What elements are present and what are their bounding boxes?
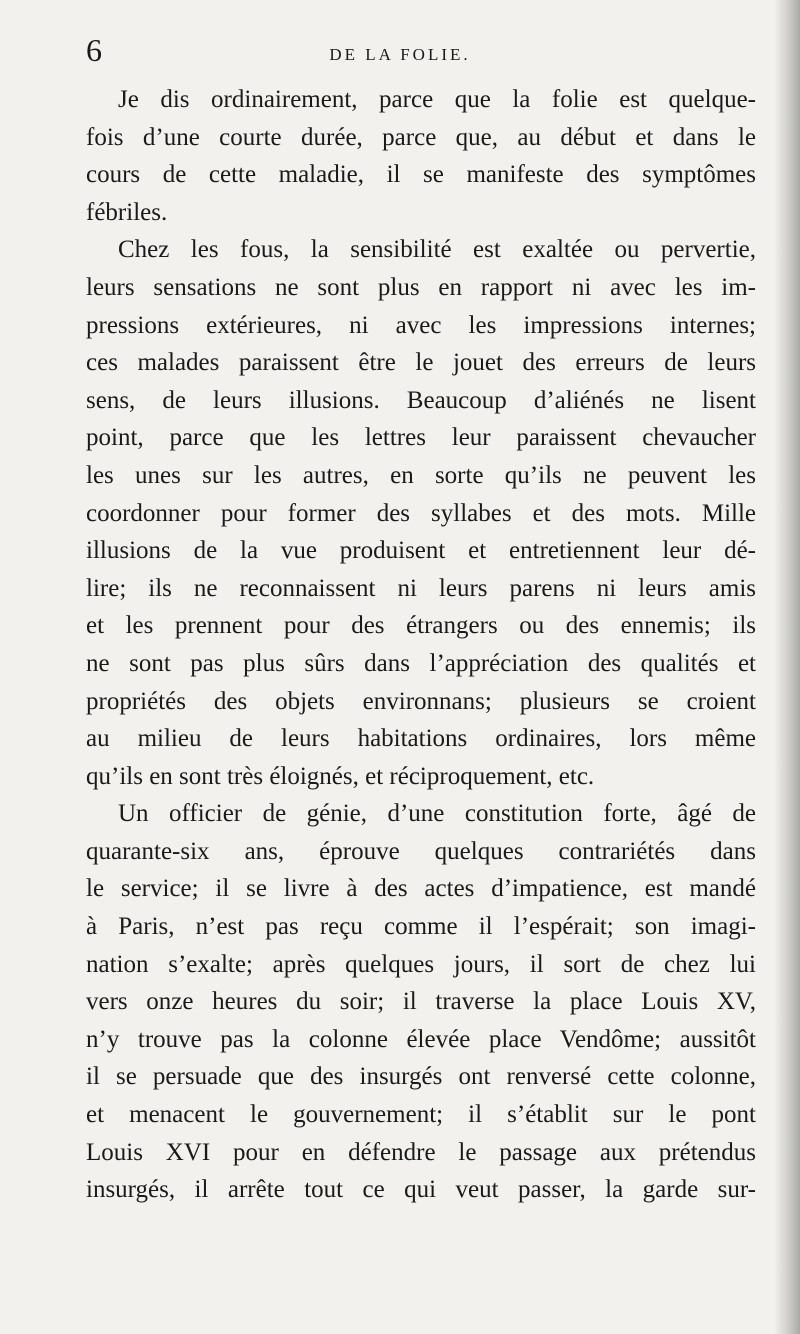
paragraph-1: [86, 81, 756, 231]
running-title: DE LA FOLIE.: [329, 45, 471, 64]
text-line: les unes sur les autres, en sorte qu’ils ne peuvent les: [86, 461, 756, 489]
page-number: 6: [86, 32, 102, 68]
text-line: le service; il se livre à des actes d’impatience, est mandé: [86, 875, 756, 903]
page-edge-shadow: [774, 0, 800, 1334]
text-line: coordonner pour former des syllabes et des mots. Mille: [86, 499, 756, 527]
text-line: Louis XVI pour en défendre le passage aux prétendus: [86, 1138, 756, 1166]
text-line: et les prennent pour des étrangers ou des ennemis; ils: [86, 612, 756, 640]
text-line: illusions de la vue produisent et entretiennent leur dé-: [86, 537, 756, 565]
text-line: au milieu de leurs habitations ordinaires, lors même: [86, 725, 756, 753]
text-line: nation s’exalte; après quelques jours, il sort de chez lui: [86, 950, 756, 978]
text-line: propriétés des objets environnans; plusieurs se croient: [86, 687, 756, 715]
text-line: ces malades paraissent être le jouet des erreurs de leurs: [86, 349, 756, 377]
text-line: point, parce que les lettres leur paraissent chevaucher: [86, 424, 756, 452]
text-line: à Paris, n’est pas reçu comme il l’espérait; son imagi-: [86, 913, 756, 941]
text-line: ne sont pas plus sûrs dans l’appréciation des qualités et: [86, 649, 756, 677]
text-line: et menacent le gouvernement; il s’établit sur le pont: [86, 1101, 756, 1129]
body-text: [86, 81, 756, 1209]
text-line: qu’ils en sont très éloignés, et réciproquement, etc.: [86, 762, 595, 790]
paragraph-3: [86, 795, 756, 1209]
text-line: il se persuade que des insurgés ont renversé cette colonne,: [86, 1063, 756, 1091]
paragraph-2: [86, 231, 756, 795]
text-line: lire; ils ne reconnaissent ni leurs parens ni leurs amis: [86, 574, 756, 602]
text-line: n’y trouve pas la colonne élevée place Vendôme; aussitôt: [86, 1025, 756, 1053]
text-line: Chez les fous, la sensibilité est exaltée ou pervertie,: [118, 236, 756, 264]
text-line: cours de cette maladie, il se manifeste des symptômes: [86, 161, 756, 189]
text-line: vers onze heures du soir; il traverse la place Louis XV,: [86, 988, 756, 1016]
text-line: quarante-six ans, éprouve quelques contrariétés dans: [86, 837, 756, 865]
text-line: leurs sensations ne sont plus en rapport ni avec les im-: [86, 273, 756, 301]
text-line: Je dis ordinairement, parce que la folie est quelque-: [118, 86, 756, 113]
text-line: fébriles.: [86, 198, 168, 226]
text-line: sens, de leurs illusions. Beaucoup d’aliénés ne lisent: [86, 386, 756, 414]
text-line: insurgés, il arrête tout ce qui veut passer, la garde sur-: [86, 1176, 756, 1204]
text-line: fois d’une courte durée, parce que, au début et dans le: [86, 123, 756, 151]
text-line: Un officier de génie, d’une constitution forte, âgé de: [118, 800, 756, 828]
text-line: pressions extérieures, ni avec les impressions internes;: [86, 311, 756, 339]
